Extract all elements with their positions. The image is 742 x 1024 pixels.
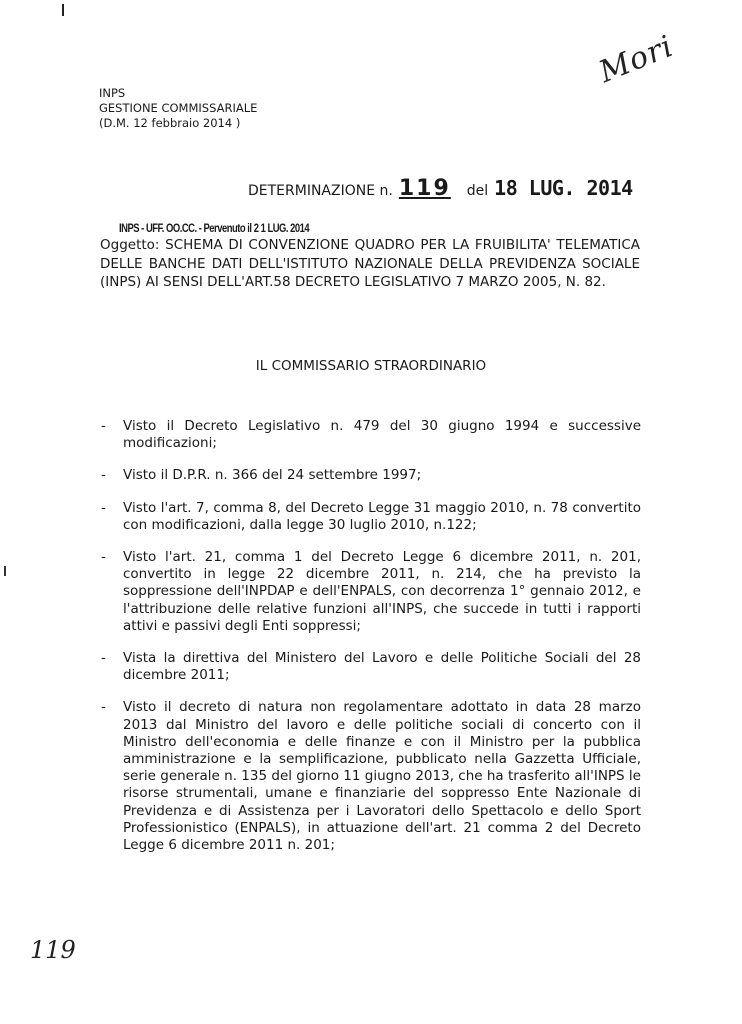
handwritten-initials: Mori bbox=[594, 28, 679, 91]
bullet-dash: - bbox=[101, 499, 106, 516]
list-item bbox=[101, 549, 641, 635]
list-item bbox=[101, 500, 641, 534]
list-item-text: Visto il Decreto Legislativo n. 479 del 30 giugno 1994 e successive modificazioni; bbox=[123, 418, 641, 452]
bullet-dash: - bbox=[101, 467, 106, 484]
recitals-list bbox=[101, 418, 641, 869]
determination-del: del bbox=[466, 183, 489, 199]
letterhead-org: INPS bbox=[99, 86, 126, 100]
bullet-dash: - bbox=[101, 650, 106, 667]
list-item-text: Vista la direttiva del Ministero del Lavoro e delle Politiche Sociali del 28 dicembre 2011; bbox=[123, 650, 641, 684]
bullet-dash: - bbox=[101, 418, 106, 434]
received-stamp: INPS - UFF. OO.CC. - Pervenuto il 2 1 LUG. 2014 bbox=[119, 223, 310, 235]
subject-paragraph: Oggetto: SCHEMA DI CONVENZIONE QUADRO PER LA FRUIBILITA' TELEMATICA DELLE BANCHE DATI DELL'ISTITUTO NAZIONALE DELLA PREVIDENZA SOCIALE (INPS) AI SENSI DELL'ART.58 DECRETO LEGISLATIVO 7 MARZO 2005, N. 82. bbox=[100, 237, 640, 290]
list-item-text: Visto il D.P.R. n. 366 del 24 settembre 1997; bbox=[123, 467, 422, 484]
list-item-text: Visto il decreto di natura non regolamentare adottato in data 28 marzo 2013 dal Ministro del lavoro e delle politiche sociali di concerto con il Ministro dell'economia e delle finanze e con il Ministro per la pubblica amministrazione e la semplificazione, pubblicato nella Gazzetta Ufficiale, serie generale n. 135 del giorno 11 giugno 2013, che ha trasferito all'INPS le risorse strumentali, umane e finanziarie del soppresso Ente Nazionale di Previdenza e di Assistenza per i Lavoratori dello Spettacolo e dello Sport Professionistico (ENPALS), in attuazione dell'art. 21 comma 2 del Decreto Legge 6 dicembre 2011 n. 201; bbox=[123, 699, 641, 854]
scan-mark bbox=[62, 4, 64, 16]
determination-label: DETERMINAZIONE n. bbox=[248, 183, 393, 199]
handwritten-page-number: 119 bbox=[30, 936, 76, 964]
list-item bbox=[101, 467, 641, 484]
determination-date: 18 LUG. 2014 bbox=[494, 176, 633, 200]
section-title: IL COMMISSARIO STRAORDINARIO bbox=[255, 358, 487, 374]
list-item bbox=[101, 418, 641, 452]
determination-number: 119 bbox=[398, 176, 451, 201]
list-item bbox=[101, 699, 641, 854]
letterhead-office: GESTIONE COMMISSARIALE bbox=[99, 101, 258, 115]
bullet-dash: - bbox=[101, 699, 106, 716]
list-item-text: Visto l'art. 7, comma 8, del Decreto Legge 31 maggio 2010, n. 78 convertito con modificazioni, dalla legge 30 luglio 2010, n.122; bbox=[123, 499, 641, 533]
list-item bbox=[101, 650, 641, 684]
list-item-text: Visto l'art. 21, comma 1 del Decreto Legge 6 dicembre 2011, n. 201, convertito in legge 22 dicembre 2011, n. 214, che ha previsto la soppressione dell'INPDAP e dell'ENPALS, con decorrenza 1° gennaio 2012, e l'attribuzione delle relative funzioni all'INPS, che succede in tutti i rapporti attivi e passivi degli Enti soppressi; bbox=[123, 549, 641, 634]
letterhead-decree: (D.M. 12 febbraio 2014 ) bbox=[99, 116, 241, 130]
determination-line bbox=[248, 176, 633, 201]
bullet-dash: - bbox=[101, 549, 106, 566]
letterhead bbox=[99, 86, 257, 131]
scan-mark-left bbox=[4, 566, 6, 576]
